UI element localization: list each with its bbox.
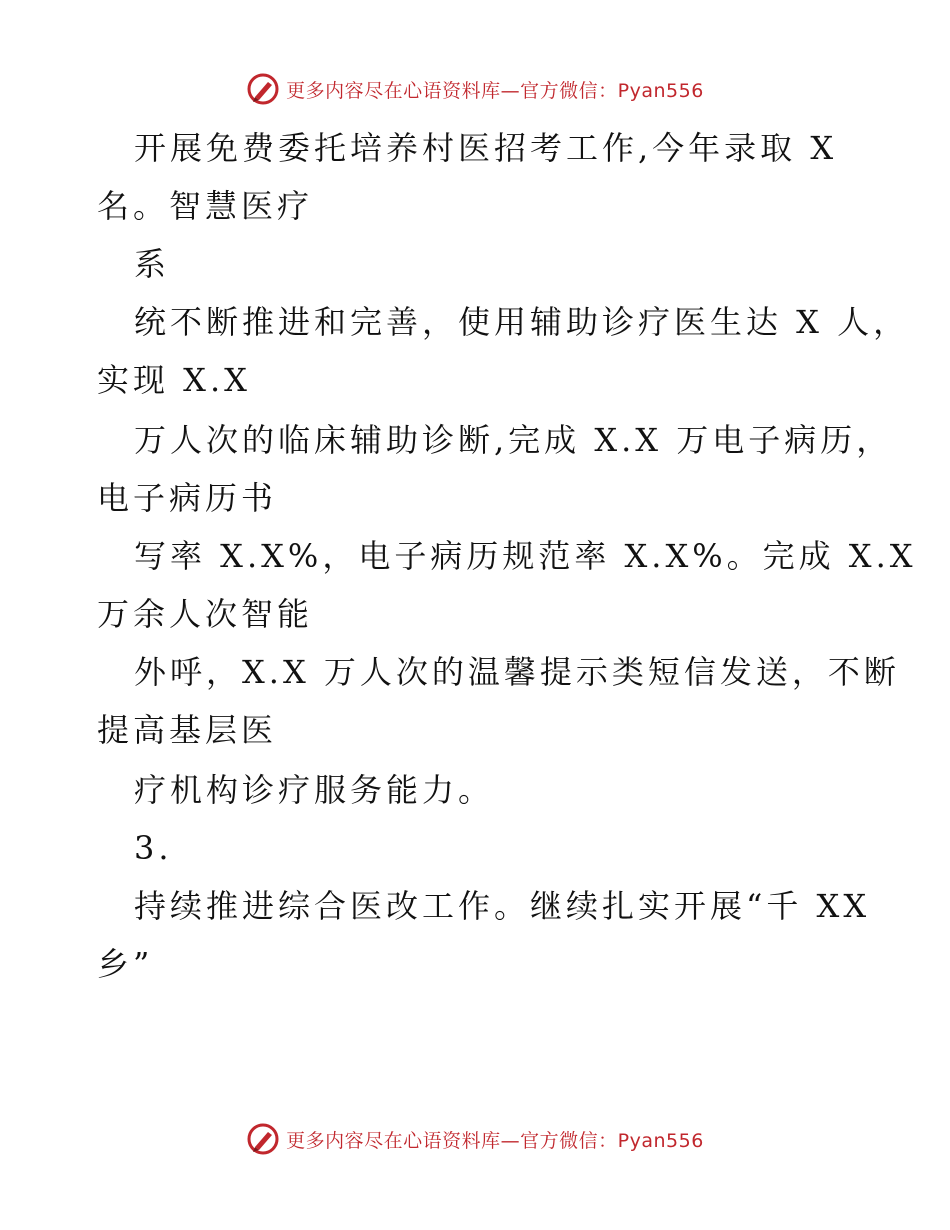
text-line: 写率 X.X%，电子病历规范率 X.X%。完成 X.X bbox=[134, 537, 917, 575]
text-line: 开展免费委托培养村医招考工作,今年录取 X bbox=[134, 129, 838, 167]
text-line: 万人次的临床辅助诊断,完成 X.X 万电子病历， bbox=[134, 421, 893, 459]
text-line: 乡” bbox=[97, 945, 154, 983]
text-line: 电子病历书 bbox=[97, 479, 278, 517]
text-line: 持续推进综合医改工作。继续扎实开展“千 XX bbox=[134, 887, 871, 925]
text-line: 疗机构诊疗服务能力。 bbox=[134, 771, 495, 809]
text-line: 名。智慧医疗 bbox=[97, 187, 314, 225]
watermark-text: 更多内容尽在心语资料库—官方微信：Pyan556 bbox=[286, 1129, 704, 1152]
text-line: 统不断推进和完善，使用辅助诊疗医生达 X 人， bbox=[134, 303, 910, 341]
watermark-text: 更多内容尽在心语资料库—官方微信：Pyan556 bbox=[286, 79, 704, 102]
text-line: 万余人次智能 bbox=[97, 595, 314, 633]
text-line: 系 bbox=[134, 245, 171, 283]
text-line: 外呼，X.X 万人次的温馨提示类短信发送，不断 bbox=[134, 653, 900, 691]
text-line: 提高基层医 bbox=[97, 711, 278, 749]
footer-watermark bbox=[0, 1122, 950, 1156]
header-watermark bbox=[0, 72, 950, 106]
pen-logo-icon bbox=[246, 72, 280, 106]
text-line: 实现 X.X bbox=[97, 361, 251, 399]
text-line: 3. bbox=[134, 829, 173, 867]
pen-logo-icon bbox=[246, 1122, 280, 1156]
